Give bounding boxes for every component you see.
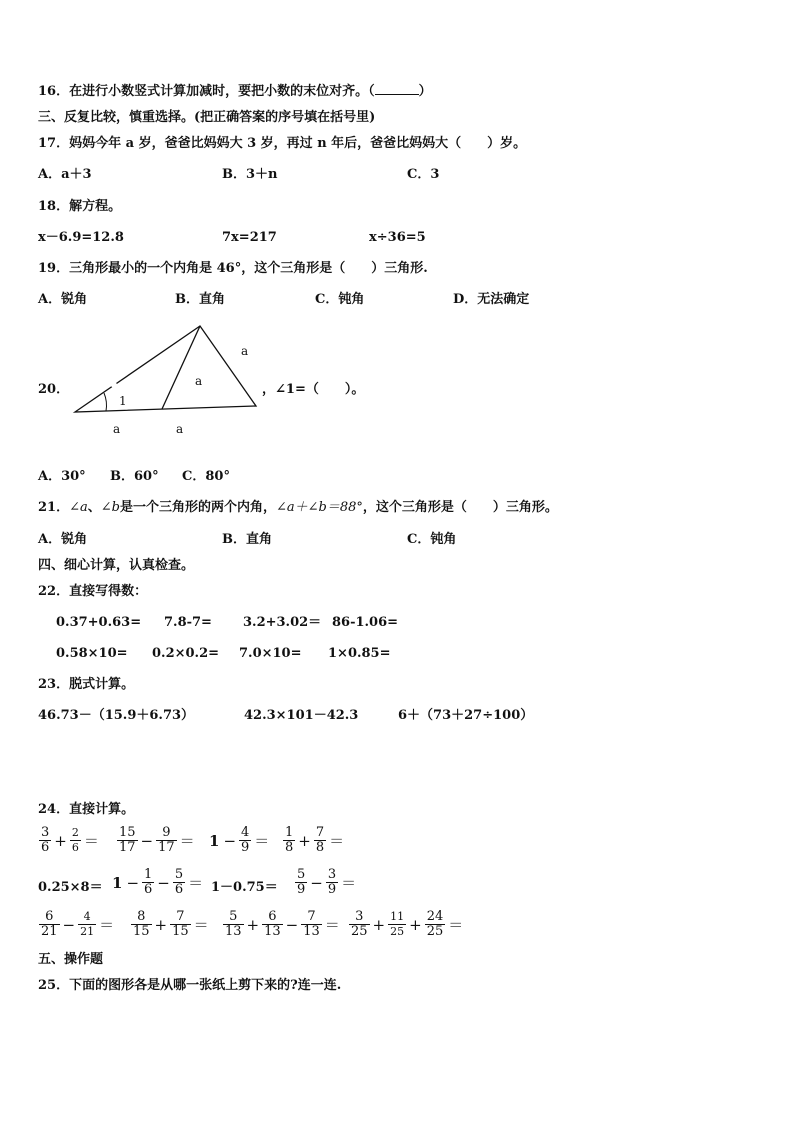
q24-expr-r2-3: 1－0.75＝ [211,880,278,895]
q21-option-c[interactable]: C．钝角 [407,532,457,547]
section-5-heading: 五、操作题 [38,952,104,967]
q22-item-3: 3.2+3.02＝ [243,615,322,630]
q24-expr-r2-2: 1 − $\frac{1}{6}$ − $\frac{5}{6}$ ＝ [112,867,204,897]
q17-option-b[interactable]: B．3＋n [222,167,278,182]
fraction: $\frac{7}{8}$ [315,825,325,855]
fraction: $\frac{5}{6}$ [174,867,184,897]
fraction: $\frac{3}{9}$ [327,867,337,897]
q17-option-c[interactable]: C．3 [407,167,440,182]
q24-expr-r1-4: $\frac{1}{8}$ + $\frac{7}{8}$ ＝ [285,825,345,855]
fraction: $\frac{1}{8}$ [285,825,294,855]
fraction: $\frac{2}{6}$ [71,826,79,854]
fraction: $\frac{4}{21}$ [80,910,95,938]
fraction: $\frac{4}{9}$ [241,825,250,855]
fraction: $\frac{7}{13}$ [303,909,320,939]
q24-expr-r1-2: $\frac{15}{17}$ − $\frac{9}{17}$ ＝ [119,825,195,855]
side-tick-gap [112,383,116,387]
q23-item-2: 42.3×101－42.3 [244,708,359,723]
question-23: 23．脱式计算。 [38,677,135,692]
q22-item-4: 86-1.06= [332,615,399,630]
q22-item-7: 7.0×10= [239,646,302,661]
q20-option-a[interactable]: A．30° [38,469,86,484]
q24-expr-r3-3: $\frac{5}{13}$ + $\frac{6}{13}$ − $\frac{7}{13}$ ＝ [225,909,340,939]
q20-option-c[interactable]: C．80° [182,469,230,484]
q17-option-a[interactable]: A．a＋3 [38,167,92,182]
answer-blank[interactable] [375,82,419,95]
triangle-label-base-right: a [176,422,184,436]
q22-item-2: 7.8-7= [164,615,212,630]
q24-expr-r1-1: $\frac{3}{6}$ + $\frac{2}{6}$ ＝ [41,825,99,855]
q22-item-8: 1×0.85= [328,646,391,661]
q21-option-b[interactable]: B．直角 [222,532,272,547]
fraction: $\frac{9}{17}$ [158,825,175,855]
fraction: $\frac{11}{25}$ [390,910,405,938]
triangle-outline [75,326,256,412]
q19-option-d[interactable]: D．无法确定 [453,292,530,307]
triangle-figure [70,320,265,420]
q18-equation-3: x÷36=5 [369,230,426,245]
q19-option-c[interactable]: C．钝角 [315,292,365,307]
fraction: $\frac{6}{13}$ [264,909,281,939]
section-3-heading: 三、反复比较，慎重选择。(把正确答案的序号填在括号里) [38,110,376,125]
question-22: 22．直接写得数： [38,584,148,599]
angle-1-label: 1 [119,394,127,408]
question-20-number: 20． [38,382,70,397]
q19-option-b[interactable]: B．直角 [175,292,225,307]
fraction: $\frac{3}{25}$ [351,909,368,939]
q24-expr-r2-4: $\frac{5}{9}$ − $\frac{3}{9}$ ＝ [297,867,357,897]
q23-item-3: 6＋（73＋27÷100） [398,708,534,723]
fraction: $\frac{24}{25}$ [426,909,444,939]
q24-expr-r3-1: $\frac{6}{21}$ − $\frac{4}{21}$ ＝ [41,909,115,939]
triangle-label-inner: a [195,374,203,388]
q23-item-1: 46.73－（15.9＋6.73） [38,708,195,723]
q21-option-a[interactable]: A．锐角 [38,532,88,547]
question-17: 17．妈妈今年 a 岁，爸爸比妈妈大 3 岁，再过 n 年后，爸爸比妈妈大（ ）岁。 [38,136,527,151]
q24-expr-r1-3: 1 − $\frac{4}{9}$ ＝ [209,825,270,855]
fraction: $\frac{6}{21}$ [41,909,58,939]
fraction: $\frac{15}{17}$ [119,825,136,855]
q19-option-a[interactable]: A．锐角 [38,292,88,307]
fraction: $\frac{1}{6}$ [144,867,153,897]
question-25: 25．下面的图形各是从哪一张纸上剪下来的?连一连. [38,978,342,993]
triangle-label-base-left: a [113,422,121,436]
q24-expr-r3-2: $\frac{8}{15}$ + $\frac{7}{15}$ ＝ [133,909,209,939]
question-19: 19．三角形最小的一个内角是 46°，这个三角形是（ ）三角形. [38,261,428,276]
q20-option-b[interactable]: B．60° [110,469,159,484]
section-4-heading: 四、细心计算，认真检查。 [38,558,195,573]
fraction: $\frac{5}{9}$ [297,867,306,897]
q18-equation-2: 7x=217 [222,230,277,245]
q22-item-6: 0.2×0.2= [152,646,220,661]
q18-equation-1: x－6.9=12.8 [38,230,124,245]
q24-expr-r3-4: $\frac{3}{25}$ + $\frac{11}{25}$ + $\frac{24}{25}$ ＝ [351,909,464,939]
question-21: 21．∠a、∠b是一个三角形的两个内角，∠a＋∠b＝88°，这个三角形是（ ）三角形。 [38,500,558,515]
fraction: $\frac{5}{13}$ [225,909,242,939]
fraction: $\frac{7}{15}$ [172,909,189,939]
triangle-label-right-side: a [241,344,249,358]
question-24: 24．直接计算。 [38,802,135,817]
q22-item-5: 0.58×10= [56,646,128,661]
question-20-tail: ，∠1=（ ）。 [262,382,365,397]
fraction: $\frac{3}{6}$ [41,825,50,855]
q22-item-1: 0.37+0.63= [56,615,142,630]
fraction: $\frac{8}{15}$ [133,909,150,939]
q24-expr-r2-1: 0.25×8＝ [38,880,103,895]
question-18: 18．解方程。 [38,199,122,214]
question-16: 16．在进行小数竖式计算加减时，要把小数的末位对齐。（ ） [38,84,432,99]
angle-1-arc [104,393,106,411]
